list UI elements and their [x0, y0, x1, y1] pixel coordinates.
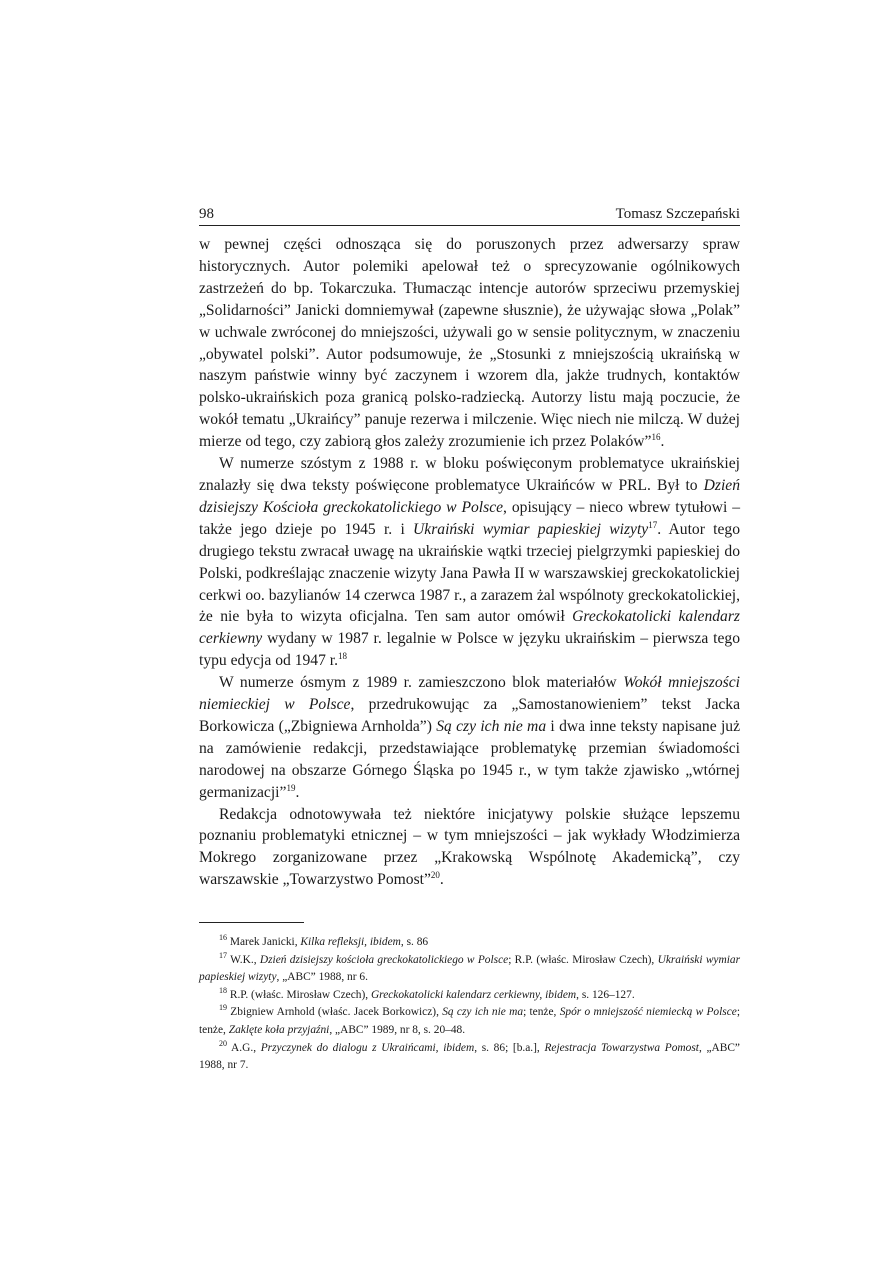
running-author: Tomasz Szczepański [615, 206, 740, 222]
footnote-ref: 16 [651, 431, 661, 442]
running-header [199, 205, 740, 226]
footnote-18: $^{18}$ R.P. (właśc. Mirosław Czech), Greckokatolicki kalendarz cerkiewny, ibidem, s. 126–127. [219, 985, 635, 1001]
paragraph-1: w pewnej części odnosząca się do poruszonych przez adwersarzy spraw historycznych. Autor polemiki apelował też o sprecyzowanie ogólnikowych zastrzeżeń do bp. Tokarczuka. Tłumacząc intencje autorów sprzeciwu przemyskiej „Solidarności” Janicki domniemywał (zapewne słusznie), że używając słowa „Polak” w uchwale zwróconej do mniejszości, używali go w sensie politycznym, w znaczeniu „obywatel polski”. Autor podsumowuje, że „Stosunki z mniejszością ukraińską w naszym państwie winny być zaczynem i wzorem dla, jakże trudnych, kontaktów polsko-ukraińskich poza granicą polsko-radziecką. Autorzy listu mają poczucie, że wokół tematu „Ukraińcy” panuje rezerwa i milczenie. Więc niech nie milczą. W dużej mierze od tego, czy zabiorą głos zależy zrozumienie ich przez Polaków”$^{16}$. [199, 236, 740, 451]
footnote-ref: 18 [338, 651, 348, 662]
footnote-19: $^{19}$ Zbigniew Arnhold (właśc. Jacek Borkowicz), Są czy ich nie ma; tenże, Spór o mniejszość niemiecką w Polsce; tenże, Zaklęte koła przyjaźni, „ABC” 1989, nr 8, s. 20–48. [199, 1003, 740, 1036]
page-number: 98 [199, 206, 214, 222]
title-italic: Są czy ich nie ma [436, 717, 547, 735]
footnote-17: $^{17}$ W.K., Dzień dzisiejszy kościoła greckokatolickiego w Polsce; R.P. (właśc. Mirosław Czech), Ukraiński wymiar papieskiej wizyty, „ABC” 1988, nr 6. [199, 950, 740, 984]
title-italic: Dzień dzisiejszy Kościoła greckokatolickiego w Polsce [199, 476, 740, 516]
footnote-ref: 17 [648, 519, 658, 530]
main-text [199, 234, 740, 891]
paragraph-4: Redakcja odnotowywała też niektóre inicjatywy polskie służące lepszemu poznaniu problematyki etnicznej – w tym mniejszości – jak wykłady Włodzimierza Mokrego zorganizowane przez „Krakowską Wspólnotę Akademicką”, czy warszawskie „Towarzystwo Pomost”$^{20}$. [199, 805, 740, 889]
footnotes [199, 934, 740, 1075]
footnote-ref: 19 [286, 782, 296, 793]
footnote-separator [199, 922, 304, 923]
title-italic: Greckokatolicki kalendarz cerkiewny [199, 608, 740, 648]
paragraph-3: W numerze ósmym z 1989 r. zamieszczono blok materiałów Wokół mniejszości niemieckiej w Polsce, przedrukowując za „Samostanowieniem” tekst Jacka Borkowicza („Zbigniewa Arnholda”) Są czy ich nie ma i dwa inne teksty napisane już na zamówienie redakcji, przedstawiające problematykę przemian świadomości narodowej na obszarze Górnego Śląska po 1945 r., w tym także zjawisko „wtórnej germanizacji”$^{19}$. [199, 674, 741, 801]
footnote-16: $^{16}$ Marek Janicki, Kilka refleksji, ibidem, s. 86 [219, 933, 429, 948]
title-italic: Ukraiński wymiar papieskiej wizyty [413, 520, 649, 538]
footnote-ref: 20 [430, 870, 440, 881]
paragraph-2: W numerze szóstym z 1988 r. w bloku poświęconym problematyce ukraińskiej znalazły się dwa teksty poświęcone problematyce Ukraińców w PRL. Był to Dzień dzisiejszy Kościoła greckokatolickiego w Polsce, opisujący – nieco wbrew tytułowi – także jego dzieje po 1945 r. i Ukraiński wymiar papieskiej wizyty$^{17}$. Autor tego drugiego tekstu zwracał uwagę na ukraińskie wątki trzeciej pielgrzymki papieskiej do Polski, podkreślając znaczenie wizyty Jana Pawła II w warszawskiej greckokatolickiej cerkwi oo. bazylianów 14 czerwca 1987 r., a zarazem żal wspólnoty greckokatolickiej, że nie była to wizyta oficjalna. Ten sam autor omówił Greckokatolicki kalendarz cerkiewny wydany w 1987 r. legalnie w Polsce w języku ukraińskim – pierwsza tego typu edycja od 1947 r.$^{18}$ [199, 455, 740, 670]
footnote-20: $^{20}$ A.G., Przyczynek do dialogu z Ukraińcami, ibidem, s. 86; [b.a.], Rejestracja Towarzystwa Pomost, „ABC” 1988, nr 7. [199, 1038, 740, 1072]
title-italic: Wokół mniejszości niemieckiej w Polsce [199, 674, 740, 714]
